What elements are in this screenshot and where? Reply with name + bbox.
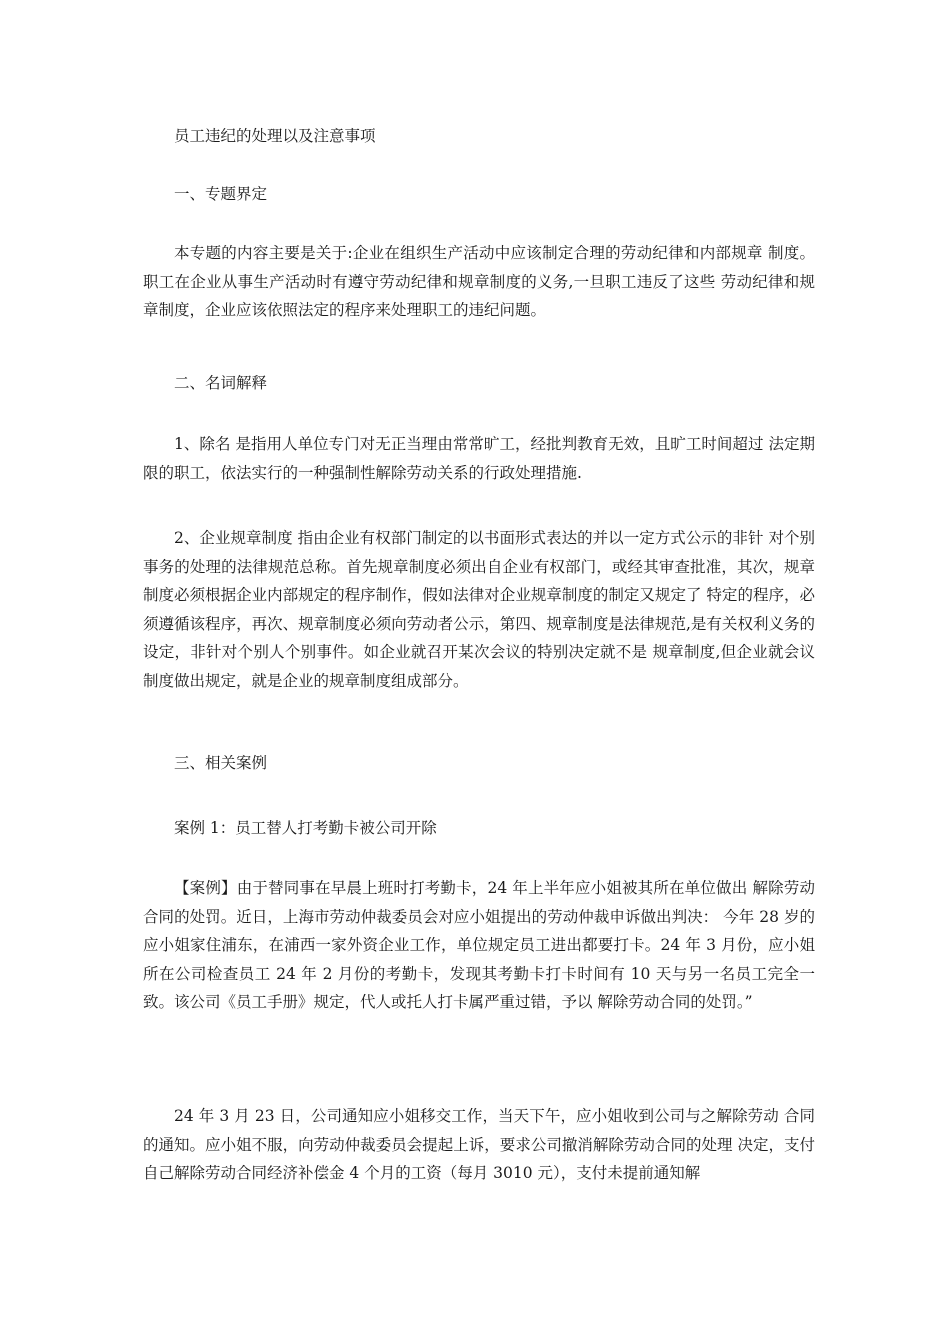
case1-followup-paragraph: 24 年 3 月 23 日，公司通知应小姐移交工作，当天下午，应小姐收到公司与之解除劳动 合同的通知。应小姐不服，向劳动仲裁委员会提起上诉，要求公司撤消解除劳动合同的处理 决定，支付自己解除劳动合同经济补偿金 4 个月的工资（每月 3010 元），支付未提前通知解 [143,1107,815,1182]
case1-paragraph: 【案例】由于替同事在早晨上班时打考勤卡，24 年上半年应小姐被其所在单位做出 解除劳动合同的处罚。近日，上海市劳动仲裁委员会对应小姐提出的劳动仲裁申诉做出判决： 今年 28 岁的应小姐家住浦东，在浦西一家外资企业工作，单位规定员工进出都要打卡。24 年 3 月份，应小姐所在公司检查员工 24 年 2 月份的考勤卡，发现其考勤卡打卡时间有 10 天与另一名员工完全一致。该公司《员工手册》规定，代人或托人打卡属严重过错，予以 解除劳动合同的处罚。” [143,879,815,1011]
section1-paragraph: 本专题的内容主要是关于:企业在组织生产活动中应该制定合理的劳动纪律和内部规章 制度。职工在企业从事生产活动时有遵守劳动纪律和规章制度的义务,一旦职工违反了这些 劳动纪律和规章制度，企业应该依照法定的程序来处理职工的违纪问题。 [143,244,815,319]
case1-heading: 案例 1：员工替人打考勤卡被公司开除 [174,819,437,837]
section-heading-1: 一、专题界定 [174,185,268,203]
document-title: 员工违纪的处理以及注意事项 [174,127,376,145]
term2-paragraph: 2、企业规章制度 指由企业有权部门制定的以书面形式表达的并以一定方式公示的非针 对个别事务的处理的法律规范总称。首先规章制度必须出自企业有权部门，或经其审查批准，其次，规章制度必须根据企业内部规定的程序制作，假如法律对企业规章制度的制定又规定了 特定的程序，必须遵循该程序，再次、规章制度必须向劳动者公示，第四、规章制度是法律规范,是有关权利义务的设定，非针对个别人个别事件。如企业就召开某次会议的特别决定就不是 规章制度,但企业就会议制度做出规定，就是企业的规章制度组成部分。 [143,529,815,690]
section-heading-2: 二、名词解释 [174,374,268,392]
section-heading-3: 三、相关案例 [174,754,268,772]
term1-paragraph: 1、除名 是指用人单位专门对无正当理由常常旷工，经批判教育无效，且旷工时间超过 法定期限的职工，依法实行的一种强制性解除劳动关系的行政处理措施. [143,435,815,482]
